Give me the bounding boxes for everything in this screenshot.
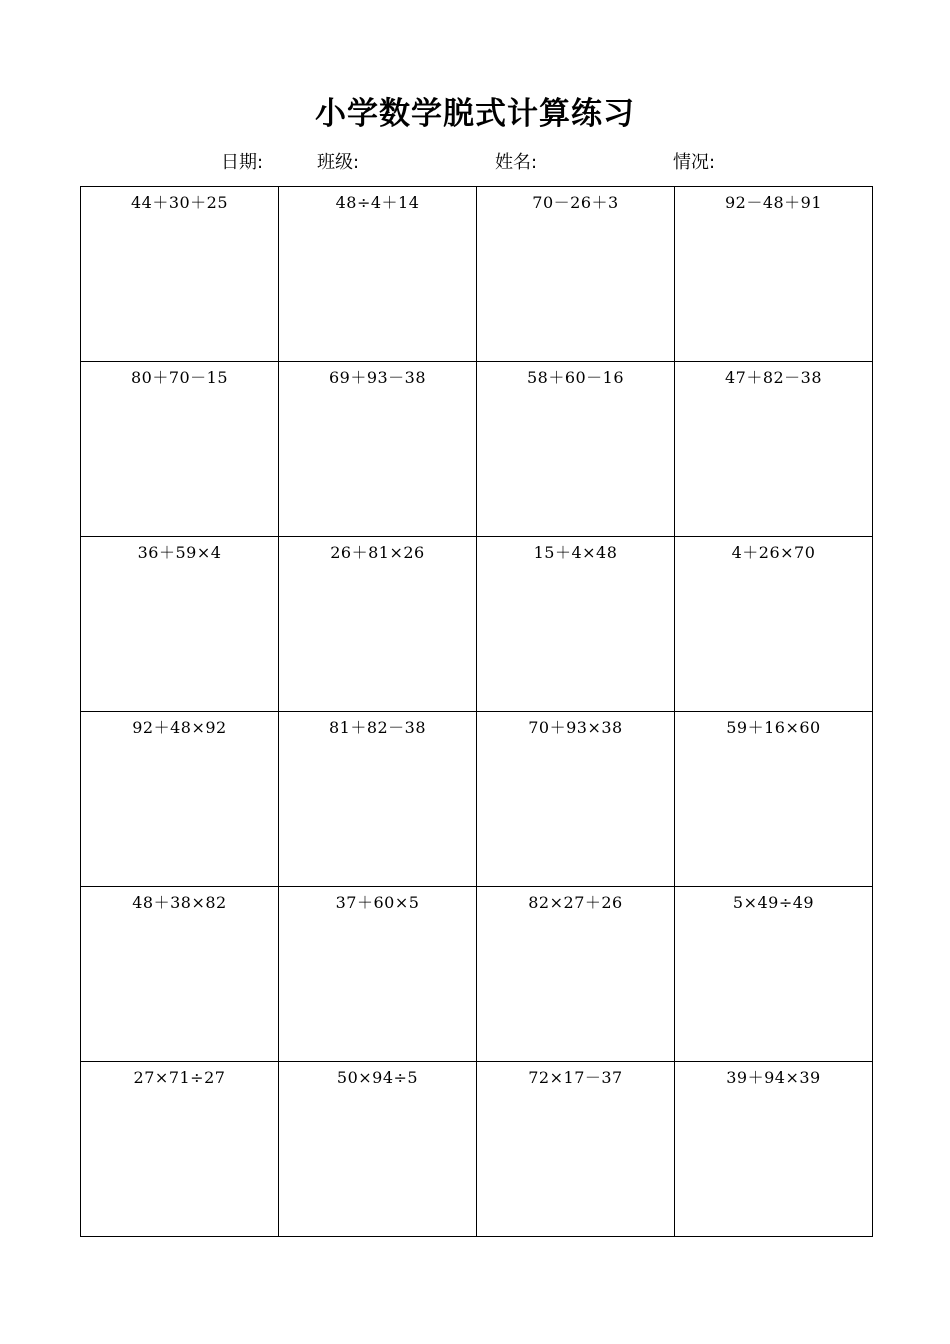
problem-expression: 59＋16×60 <box>726 718 821 737</box>
answer-cell <box>81 187 279 362</box>
problem-expression: 58＋60－16 <box>526 368 625 387</box>
problem-expression: 37＋60×5 <box>335 893 420 912</box>
answer-cell <box>477 362 675 537</box>
answer-cell <box>279 887 477 1062</box>
answer-cell <box>279 362 477 537</box>
answer-cell <box>279 1062 477 1237</box>
problem-expression: 70＋93×38 <box>528 718 623 737</box>
problem-expression: 48÷4＋14 <box>335 193 420 212</box>
problem-expression: 44＋30＋25 <box>130 193 229 212</box>
answer-cell <box>675 887 873 1062</box>
student-info-row <box>0 150 950 176</box>
answer-cell <box>279 187 477 362</box>
problem-grid <box>80 186 873 1237</box>
name-label: 姓名: <box>495 152 538 173</box>
answer-cell <box>279 537 477 712</box>
answer-cell <box>675 1062 873 1237</box>
problem-row <box>81 1062 873 1237</box>
answer-cell <box>81 887 279 1062</box>
problem-row <box>81 887 873 1062</box>
problem-expression: 70－26＋3 <box>532 193 619 212</box>
status-label: 情况: <box>673 152 716 173</box>
problem-row <box>81 187 873 362</box>
problem-expression: 80＋70－15 <box>130 368 229 387</box>
problem-row <box>81 362 873 537</box>
problem-expression: 92＋48×92 <box>132 718 227 737</box>
class-label: 班级: <box>317 152 360 173</box>
answer-cell <box>477 887 675 1062</box>
problem-row <box>81 712 873 887</box>
problem-expression: 27×71÷27 <box>133 1068 226 1087</box>
answer-cell <box>279 712 477 887</box>
problem-expression: 50×94÷5 <box>336 1068 419 1087</box>
answer-cell <box>477 537 675 712</box>
worksheet-title: 小学数学脱式计算练习 <box>315 96 635 132</box>
answer-cell <box>675 537 873 712</box>
answer-cell <box>81 712 279 887</box>
answer-cell <box>81 362 279 537</box>
problem-expression: 26＋81×26 <box>330 543 425 562</box>
problem-expression: 36＋59×4 <box>137 543 222 562</box>
problem-expression: 92－48＋91 <box>724 193 823 212</box>
answer-cell <box>477 1062 675 1237</box>
answer-cell <box>675 187 873 362</box>
problem-row <box>81 537 873 712</box>
problem-expression: 15＋4×48 <box>533 543 618 562</box>
answer-cell <box>477 712 675 887</box>
problem-expression: 82×27＋26 <box>528 893 623 912</box>
problem-expression: 47＋82－38 <box>724 368 823 387</box>
answer-cell <box>675 712 873 887</box>
problem-expression: 72×17－37 <box>528 1068 623 1087</box>
date-label: 日期: <box>221 152 264 173</box>
answer-cell <box>477 187 675 362</box>
problem-expression: 39＋94×39 <box>726 1068 821 1087</box>
problem-expression: 69＋93－38 <box>328 368 427 387</box>
problem-expression: 48＋38×82 <box>132 893 227 912</box>
answer-cell <box>81 537 279 712</box>
answer-cell <box>675 362 873 537</box>
problem-expression: 4＋26×70 <box>731 543 816 562</box>
answer-cell <box>81 1062 279 1237</box>
problem-expression: 81＋82－38 <box>328 718 427 737</box>
problem-expression: 5×49÷49 <box>732 893 815 912</box>
